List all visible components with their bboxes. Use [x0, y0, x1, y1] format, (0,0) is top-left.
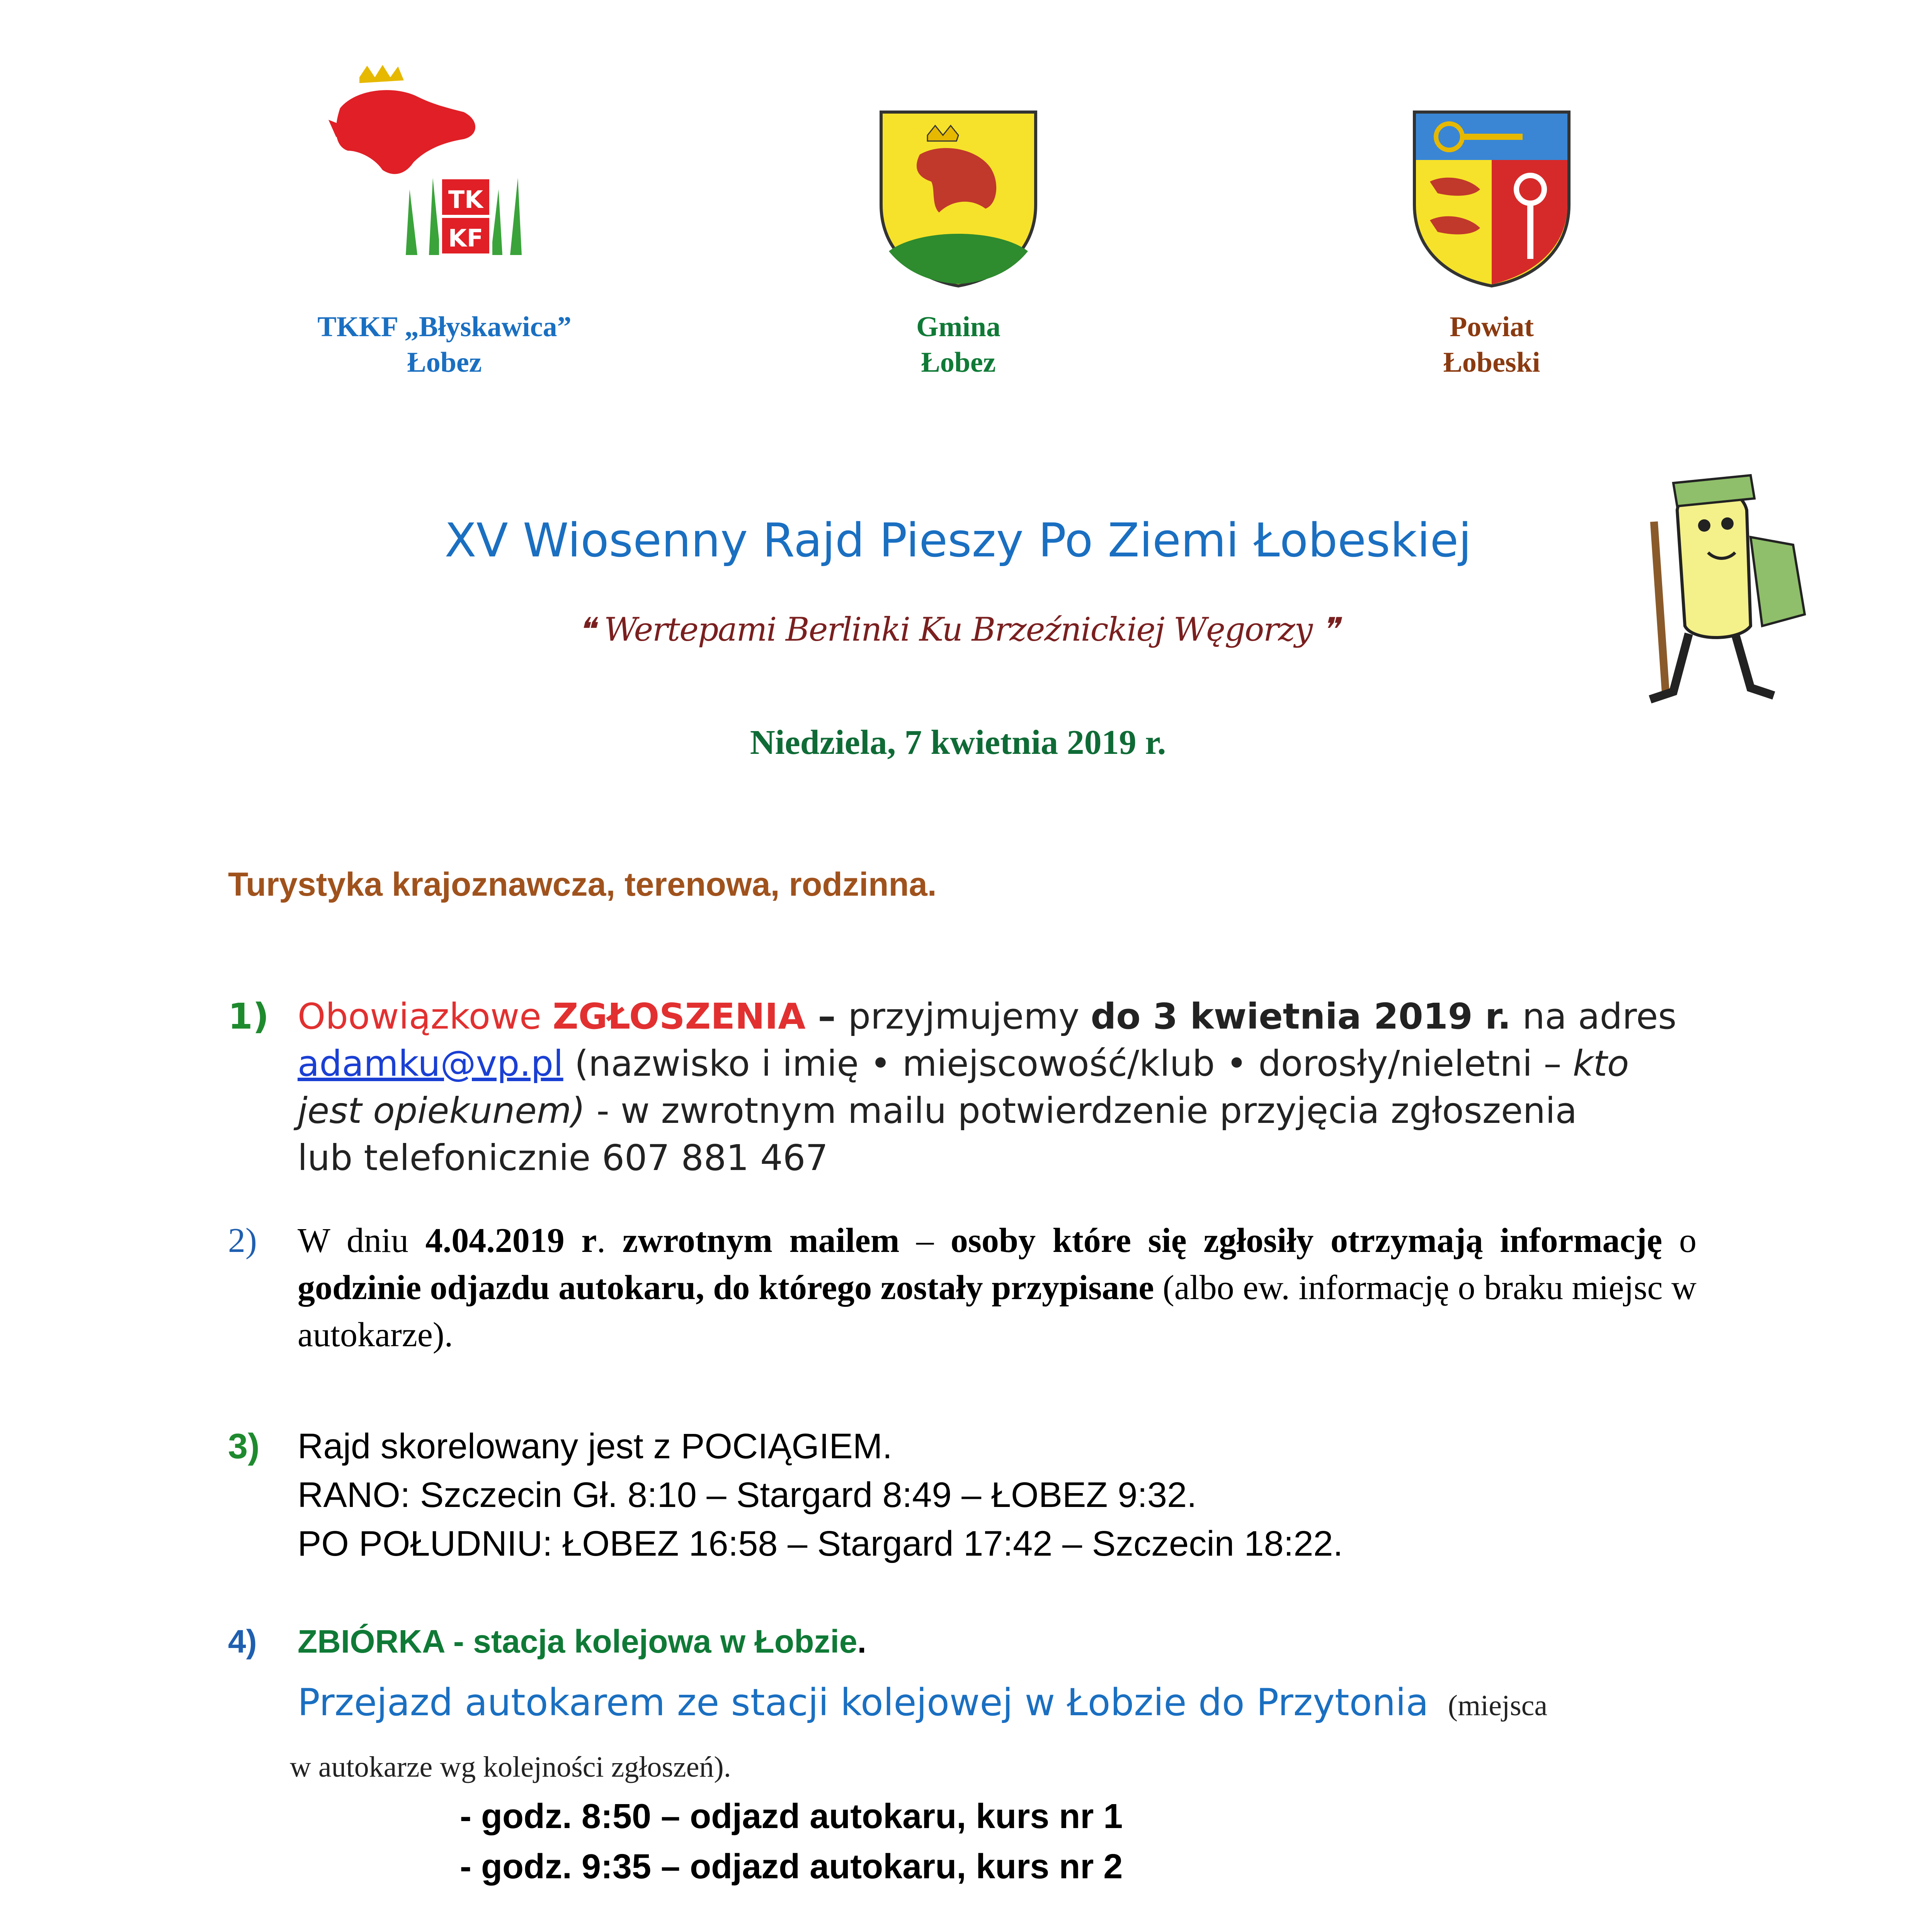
powiat-caption [1360, 309, 1623, 380]
item2-text-c: . [597, 1221, 623, 1260]
item4-note-2: w autokarze wg kolejności zgłoszeń). [290, 1751, 731, 1783]
item1-registration: ZGŁOSZENIA [552, 996, 806, 1037]
item1-text-i: - w zwrotnym mailu potwierdzenie przyjęcia zgłoszenia [585, 1090, 1577, 1131]
hiker-icon [1623, 460, 1816, 707]
event-intro: Turystyka krajoznawcza, terenowa, rodzinna. [228, 866, 937, 903]
gmina-shield-icon [873, 104, 1043, 290]
item1-deadline: do 3 kwietnia 2019 r. [1091, 996, 1511, 1037]
tkkf-caption-line1: TKKF „Błyskawica” [317, 311, 572, 343]
item1-dash: – [805, 996, 848, 1037]
event-subtitle-text: Wertepami Berlinki Ku Brzeźnickiej Węgorzy [604, 611, 1312, 648]
item1-phone: lub telefonicznie 607 881 467 [298, 1137, 828, 1179]
departure-1: - godz. 8:50 – odjazd autokaru, kurs nr 1 [460, 1797, 1123, 1836]
item-number: 2) [228, 1221, 257, 1260]
item2-text-i: (albo ew. informację o braku miejsc w autokarze). [298, 1269, 1696, 1354]
item-body [298, 1623, 1696, 1660]
item2-text-h: godzinie odjazdu autokaru, do którego zostały przypisane [298, 1269, 1154, 1307]
gmina-caption-line2: Łobez [921, 347, 996, 378]
departure-2: - godz. 9:35 – odjazd autokaru, kurs nr 2 [460, 1847, 1123, 1886]
gmina-coat-of-arms [873, 104, 1043, 290]
list-item-4 [228, 1623, 1696, 1660]
item1-text-h: kto jest opiekunem) [298, 1043, 1629, 1131]
item3-line1: Rajd skorelowany jest z POCIĄGIEM. [298, 1427, 892, 1466]
item2-text-g: o [1662, 1221, 1697, 1260]
event-subtitle [0, 611, 1916, 648]
tkkf-caption-line2: Łobez [407, 347, 482, 378]
item4-gathering: ZBIÓRKA - stacja kolejowa w Łobzie [298, 1623, 858, 1660]
tkkf-mark-top: TK [448, 185, 483, 214]
tkkf-caption [240, 309, 649, 380]
list-item-3 [228, 1422, 1696, 1568]
quote-open-icon: ❝ [578, 611, 604, 648]
item1-text-f: na adres [1511, 996, 1677, 1037]
item3-line2: RANO: Szczecin Gł. 8:10 – Stargard 8:49 – ŁOBEZ 9:32. [298, 1475, 1197, 1515]
item4-note-1: (miejsca [1448, 1689, 1548, 1722]
item1-text-g: (nazwisko i imię • miejscowość/klub • dorosły/nieletni – [563, 1043, 1573, 1084]
tkkf-mark-bottom: KF [448, 224, 483, 252]
powiat-caption-line1: Powiat [1450, 311, 1534, 343]
item-number: 1) [228, 996, 269, 1037]
item2-text-d: zwrotnym mailem [622, 1221, 900, 1260]
item1-text-d: przyjmujemy [848, 996, 1091, 1037]
item-number: 3) [228, 1427, 260, 1466]
item-body [298, 1422, 1696, 1568]
tkkf-logo [317, 62, 533, 263]
powiat-coat-of-arms [1407, 104, 1577, 290]
list-item-1 [228, 993, 1696, 1182]
item-body [298, 993, 1696, 1182]
quote-close-icon: ❞ [1312, 611, 1338, 648]
item-number: 4) [228, 1623, 257, 1660]
powiat-caption-line2: Łobeski [1443, 347, 1540, 378]
item2-text-a: W dniu [298, 1221, 425, 1260]
gmina-caption-line1: Gmina [916, 311, 1001, 343]
item1-text-a: Obowiązkowe [298, 996, 553, 1037]
item2-date: 4.04.2019 r [425, 1221, 597, 1260]
item4-transfer-text: Przejazd autokarem ze stacji kolejowej w Łobzie do Przytonia [298, 1681, 1429, 1724]
event-date: Niedziela, 7 kwietnia 2019 r. [750, 723, 1166, 762]
powiat-shield-icon [1407, 104, 1577, 290]
item-body [298, 1217, 1696, 1359]
item3-line3: PO POŁUDNIU: ŁOBEZ 16:58 – Stargard 17:42 – Szczecin 18:22. [298, 1524, 1343, 1563]
hiker-illustration [1623, 460, 1816, 707]
email-link[interactable]: adamku@vp.pl [298, 1043, 563, 1084]
tkkf-emblem-icon [317, 62, 533, 263]
event-title: XV Wiosenny Rajd Pieszy Po Ziemi Łobeskiej [444, 514, 1472, 568]
item2-text-f: osoby które się zgłosiły otrzymają informację [950, 1221, 1662, 1260]
item4-dot: . [857, 1623, 866, 1660]
gmina-caption [823, 309, 1094, 380]
item4-transfer [298, 1681, 1547, 1724]
item2-text-e: – [899, 1221, 951, 1260]
list-item-2 [228, 1217, 1696, 1359]
